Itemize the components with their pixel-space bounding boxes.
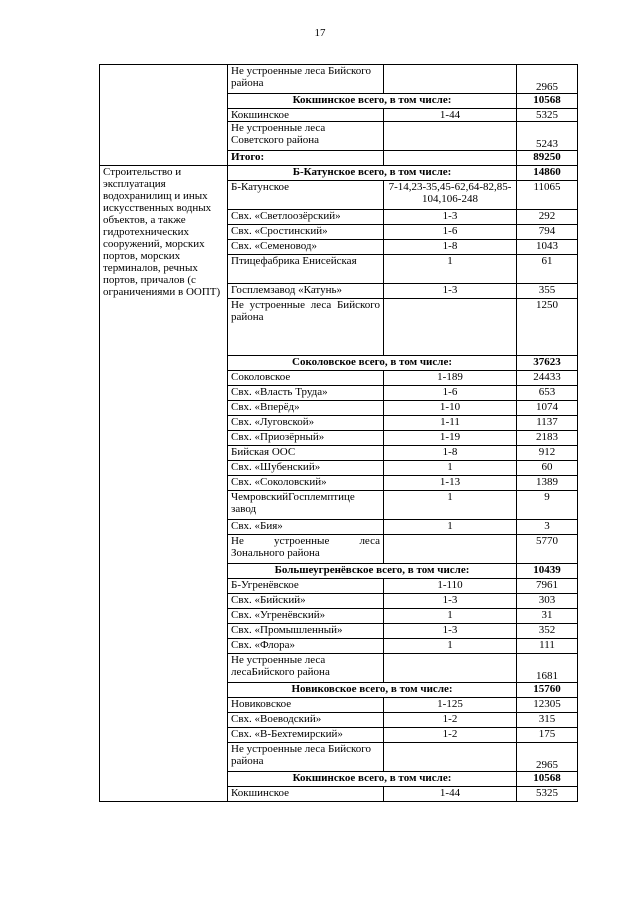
quarter-range: 1-8 xyxy=(384,446,517,461)
area-name: Свх. «Шубенский» xyxy=(228,461,384,476)
quarter-range: 7-14,23-35,45-62,64-82,85-104,106-248 xyxy=(384,181,517,210)
quarter-range: 1-189 xyxy=(384,371,517,386)
area-value: 9 xyxy=(517,491,578,520)
total-label: Итого: xyxy=(228,151,384,166)
quarter-range xyxy=(384,299,517,356)
area-value: 1250 xyxy=(517,299,578,356)
area-value: 111 xyxy=(517,639,578,654)
table-row xyxy=(100,65,578,94)
area-name: Соколовское xyxy=(228,371,384,386)
quarter-range: 1 xyxy=(384,520,517,535)
area-value: 1137 xyxy=(517,416,578,431)
area-name: Новиковское xyxy=(228,698,384,713)
quarter-range: 1-13 xyxy=(384,476,517,491)
area-name: Госплемзавод «Катунь» xyxy=(228,284,384,299)
subtotal-value: 14860 xyxy=(517,166,578,181)
area-name: Свх. «Соколовский» xyxy=(228,476,384,491)
area-name: Свх. «Вперёд» xyxy=(228,401,384,416)
area-name: Бийская ООС xyxy=(228,446,384,461)
area-name: Не устроенные леса Советского района xyxy=(228,122,384,151)
subtotal-label: Кокшинское всего, в том числе: xyxy=(228,94,517,109)
quarter-range: 1-10 xyxy=(384,401,517,416)
area-name: Свх. «Бия» xyxy=(228,520,384,535)
area-value: 175 xyxy=(517,728,578,743)
quarter-range: 1-6 xyxy=(384,386,517,401)
area-value: 12305 xyxy=(517,698,578,713)
area-value: 292 xyxy=(517,210,578,225)
quarter-range xyxy=(384,122,517,151)
subtotal-value: 10568 xyxy=(517,94,578,109)
area-name: Свх. «Угренёвский» xyxy=(228,609,384,624)
area-value: 912 xyxy=(517,446,578,461)
page-number: 17 xyxy=(314,27,326,39)
quarter-range: 1-11 xyxy=(384,416,517,431)
area-name: Свх. «Семеновод» xyxy=(228,240,384,255)
area-name: Птицефабрика Енисейская xyxy=(228,255,384,284)
range-cell xyxy=(384,151,517,166)
total-value: 89250 xyxy=(517,151,578,166)
quarter-range: 1-44 xyxy=(384,109,517,122)
area-value: 355 xyxy=(517,284,578,299)
area-value: 352 xyxy=(517,624,578,639)
area-name: Б-Угренёвское xyxy=(228,579,384,594)
area-name: Не устроенные леса Бийского района xyxy=(228,65,384,94)
area-value: 5325 xyxy=(517,787,578,802)
subtotal-value: 10439 xyxy=(517,564,578,579)
quarter-range: 1-3 xyxy=(384,594,517,609)
subtotal-label: Б-Катунское всего, в том числе: xyxy=(228,166,517,181)
subtotal-value: 10568 xyxy=(517,772,578,787)
quarter-range: 1-3 xyxy=(384,284,517,299)
area-value: 1389 xyxy=(517,476,578,491)
area-value: 5325 xyxy=(517,109,578,122)
subtotal-row xyxy=(100,166,578,181)
area-value: 794 xyxy=(517,225,578,240)
subtotal-value: 15760 xyxy=(517,683,578,698)
area-value: 11065 xyxy=(517,181,578,210)
area-name: Свх. «В-Бехтемирский» xyxy=(228,728,384,743)
area-value: 5243 xyxy=(517,122,578,151)
area-name: Б-Катунское xyxy=(228,181,384,210)
area-name: Свх. «Воеводский» xyxy=(228,713,384,728)
quarter-range: 1-125 xyxy=(384,698,517,713)
area-name: ЧемровскийГосплемптице завод xyxy=(228,491,384,520)
subtotal-value: 37623 xyxy=(517,356,578,371)
quarter-range: 1 xyxy=(384,639,517,654)
area-value: 24433 xyxy=(517,371,578,386)
quarter-range: 1 xyxy=(384,609,517,624)
quarter-range: 1 xyxy=(384,491,517,520)
area-name: Свх. «Сростинский» xyxy=(228,225,384,240)
area-name: Свх. «Приозёрный» xyxy=(228,431,384,446)
area-value: 653 xyxy=(517,386,578,401)
quarter-range: 1-8 xyxy=(384,240,517,255)
quarter-range: 1-6 xyxy=(384,225,517,240)
quarter-range xyxy=(384,535,517,564)
area-name: Кокшинское xyxy=(228,109,384,122)
area-name: Свх. «Бийский» xyxy=(228,594,384,609)
area-value: 2965 xyxy=(517,743,578,772)
area-value: 2183 xyxy=(517,431,578,446)
purpose-cell: Строительство и эксплуатация водохранилищ и иных искусственных водных объектов, а также гидротехнических сооружений, морских портов, морских терминалов, речных портов, причалов (с ограничениями в ООПТ) xyxy=(100,166,228,802)
area-name: Свх. «Промышленный» xyxy=(228,624,384,639)
quarter-range xyxy=(384,654,517,683)
quarter-range xyxy=(384,65,517,94)
quarter-range: 1-2 xyxy=(384,713,517,728)
area-value: 60 xyxy=(517,461,578,476)
subtotal-label: Новиковское всего, в том числе: xyxy=(228,683,517,698)
area-value: 5770 xyxy=(517,535,578,564)
quarter-range: 1-110 xyxy=(384,579,517,594)
area-value: 1043 xyxy=(517,240,578,255)
subtotal-label: Кокшинское всего, в том числе: xyxy=(228,772,517,787)
area-value: 303 xyxy=(517,594,578,609)
area-name: Не устроенные леса Бийского района xyxy=(228,299,384,356)
area-name: Свх. «Флора» xyxy=(228,639,384,654)
area-value: 1681 xyxy=(517,654,578,683)
area-value: 1074 xyxy=(517,401,578,416)
quarter-range: 1-19 xyxy=(384,431,517,446)
area-value: 2965 xyxy=(517,65,578,94)
quarter-range: 1-44 xyxy=(384,787,517,802)
area-value: 3 xyxy=(517,520,578,535)
subtotal-label: Соколовское всего, в том числе: xyxy=(228,356,517,371)
area-name: Свх. «Власть Труда» xyxy=(228,386,384,401)
area-value: 7961 xyxy=(517,579,578,594)
quarter-range xyxy=(384,743,517,772)
area-name: Не устроенные леса Зонального района xyxy=(228,535,384,564)
quarter-range: 1-3 xyxy=(384,624,517,639)
area-name: Свх. «Луговской» xyxy=(228,416,384,431)
area-name: Не устроенные леса Бийского района xyxy=(228,743,384,772)
quarter-range: 1 xyxy=(384,461,517,476)
area-name: Свх. «Светлоозёрский» xyxy=(228,210,384,225)
quarter-range: 1 xyxy=(384,255,517,284)
area-name: Не устроенные леса лесаБийского района xyxy=(228,654,384,683)
area-name: Кокшинское xyxy=(228,787,384,802)
forestry-table xyxy=(99,64,578,802)
empty-purpose-cell xyxy=(100,65,228,166)
quarter-range: 1-2 xyxy=(384,728,517,743)
quarter-range: 1-3 xyxy=(384,210,517,225)
area-value: 31 xyxy=(517,609,578,624)
area-value: 61 xyxy=(517,255,578,284)
area-value: 315 xyxy=(517,713,578,728)
subtotal-label: Большеугренёвское всего, в том числе: xyxy=(228,564,517,579)
